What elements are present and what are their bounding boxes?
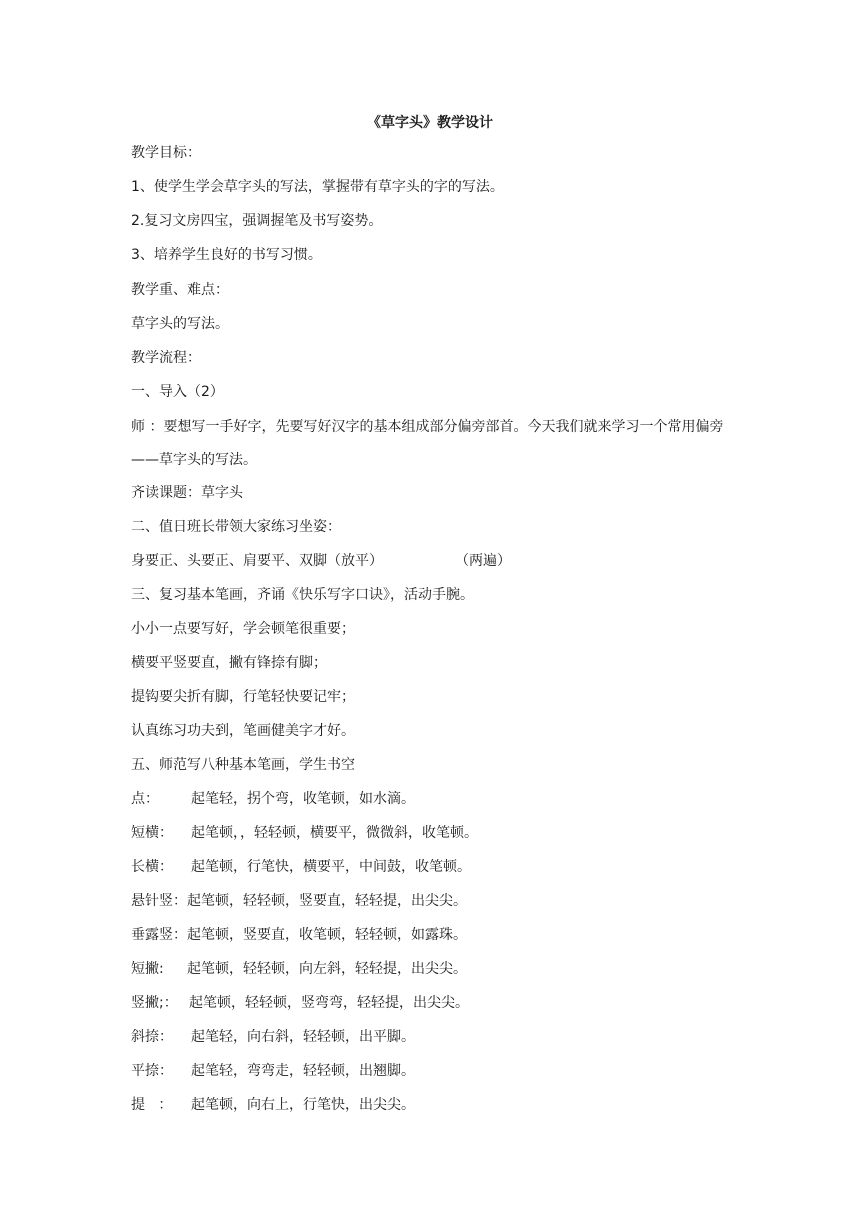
stroke-desc: 起笔顿，竖要直，收笔顿，轻轻顿，如露珠。	[187, 927, 467, 943]
stroke-row	[131, 1061, 415, 1081]
stroke-name: 短撇:	[131, 961, 164, 977]
goal-item-2: 2.复习文房四宝，强调握笔及书写姿势。	[131, 213, 383, 229]
poem-line-4: 认真练习功夫到，笔画健美字才好。	[131, 723, 355, 739]
stroke-row	[131, 789, 415, 809]
stroke-desc: 起笔顿，行笔快，横要平，中间鼓，收笔顿。	[191, 859, 471, 875]
flow-heading: 教学流程：	[131, 350, 201, 366]
stroke-name: 点：	[131, 791, 159, 807]
section-2-heading: 二、值日班长带领大家练习坐姿：	[131, 519, 341, 535]
stroke-row	[131, 993, 469, 1013]
stroke-desc: 起笔顿，轻轻顿，竖要直，轻轻提，出尖尖。	[187, 893, 467, 909]
stroke-name: 平捺：	[131, 1063, 173, 1079]
stroke-row	[131, 1095, 415, 1115]
section-2-note: （两遍）	[455, 553, 511, 569]
stroke-name: 短横：	[131, 825, 173, 841]
section-2-text: 身要正、头要正、肩要平、双脚（放平）	[131, 553, 383, 569]
stroke-desc: 起笔顿，向右上，行笔快，出尖尖。	[191, 1097, 415, 1113]
goal-item-3: 3、培养学生良好的书写习惯。	[131, 247, 322, 263]
stroke-name: 悬针竖：	[131, 893, 187, 909]
stroke-desc: 起笔顿，，轻轻顿，横要平，微微斜，收笔顿。	[191, 825, 478, 841]
section-3-heading: 三、复习基本笔画，齐诵《快乐写字口诀》，活动手腕。	[131, 587, 474, 603]
poem-line-1: 小小一点要写好，学会顿笔很重要；	[131, 621, 355, 637]
stroke-name: 长横：	[131, 859, 173, 875]
section-5-heading: 五、师范写八种基本笔画，学生书空	[131, 757, 355, 773]
stroke-row	[131, 857, 471, 877]
stroke-desc: 起笔轻，拐个弯，收笔顿，如水滴。	[191, 791, 415, 807]
stroke-row	[131, 823, 478, 843]
poem-line-3: 提钩要尖折有脚，行笔轻快要记牢；	[131, 689, 355, 705]
stroke-row	[131, 959, 467, 979]
section-1-heading: 一、导入（2）	[131, 384, 224, 400]
key-points-heading: 教学重、难点：	[131, 282, 229, 298]
key-points-text: 草字头的写法。	[131, 316, 229, 332]
stroke-row	[131, 891, 467, 911]
stroke-desc: 起笔轻，弯弯走，轻轻顿，出翘脚。	[191, 1063, 415, 1079]
stroke-row	[131, 1027, 415, 1047]
section-1-text: 师 ：要想写一手好字，先要写好汉字的基本组成部分偏旁部首。今天我们就来学习一个常用偏旁——草字头的写法。	[131, 419, 724, 468]
section-1-read: 齐读课题：草字头	[131, 485, 243, 501]
stroke-desc: 起笔轻，向右斜，轻轻顿，出平脚。	[191, 1029, 415, 1045]
stroke-row	[131, 925, 467, 945]
poem-line-2: 横要平竖要直，撇有锋捺有脚；	[131, 655, 327, 671]
stroke-name: 垂露竖：	[131, 927, 187, 943]
section-2-text-row	[131, 551, 511, 571]
goal-heading: 教学目标：	[131, 145, 201, 161]
stroke-name: 提 ：	[131, 1097, 173, 1113]
stroke-desc: 起笔顿，轻轻顿，向左斜，轻轻提，出尖尖。	[187, 961, 467, 977]
stroke-name: 斜捺：	[131, 1029, 173, 1045]
goal-item-1: 1、使学生学会草字头的写法，掌握带有草字头的字的写法。	[131, 179, 504, 195]
document-title: 《草字头》教学设计	[367, 115, 493, 131]
stroke-name: 竖撇;：	[131, 995, 178, 1011]
stroke-desc: 起笔顿，轻轻顿，竖弯弯，轻轻提，出尖尖。	[189, 995, 469, 1011]
